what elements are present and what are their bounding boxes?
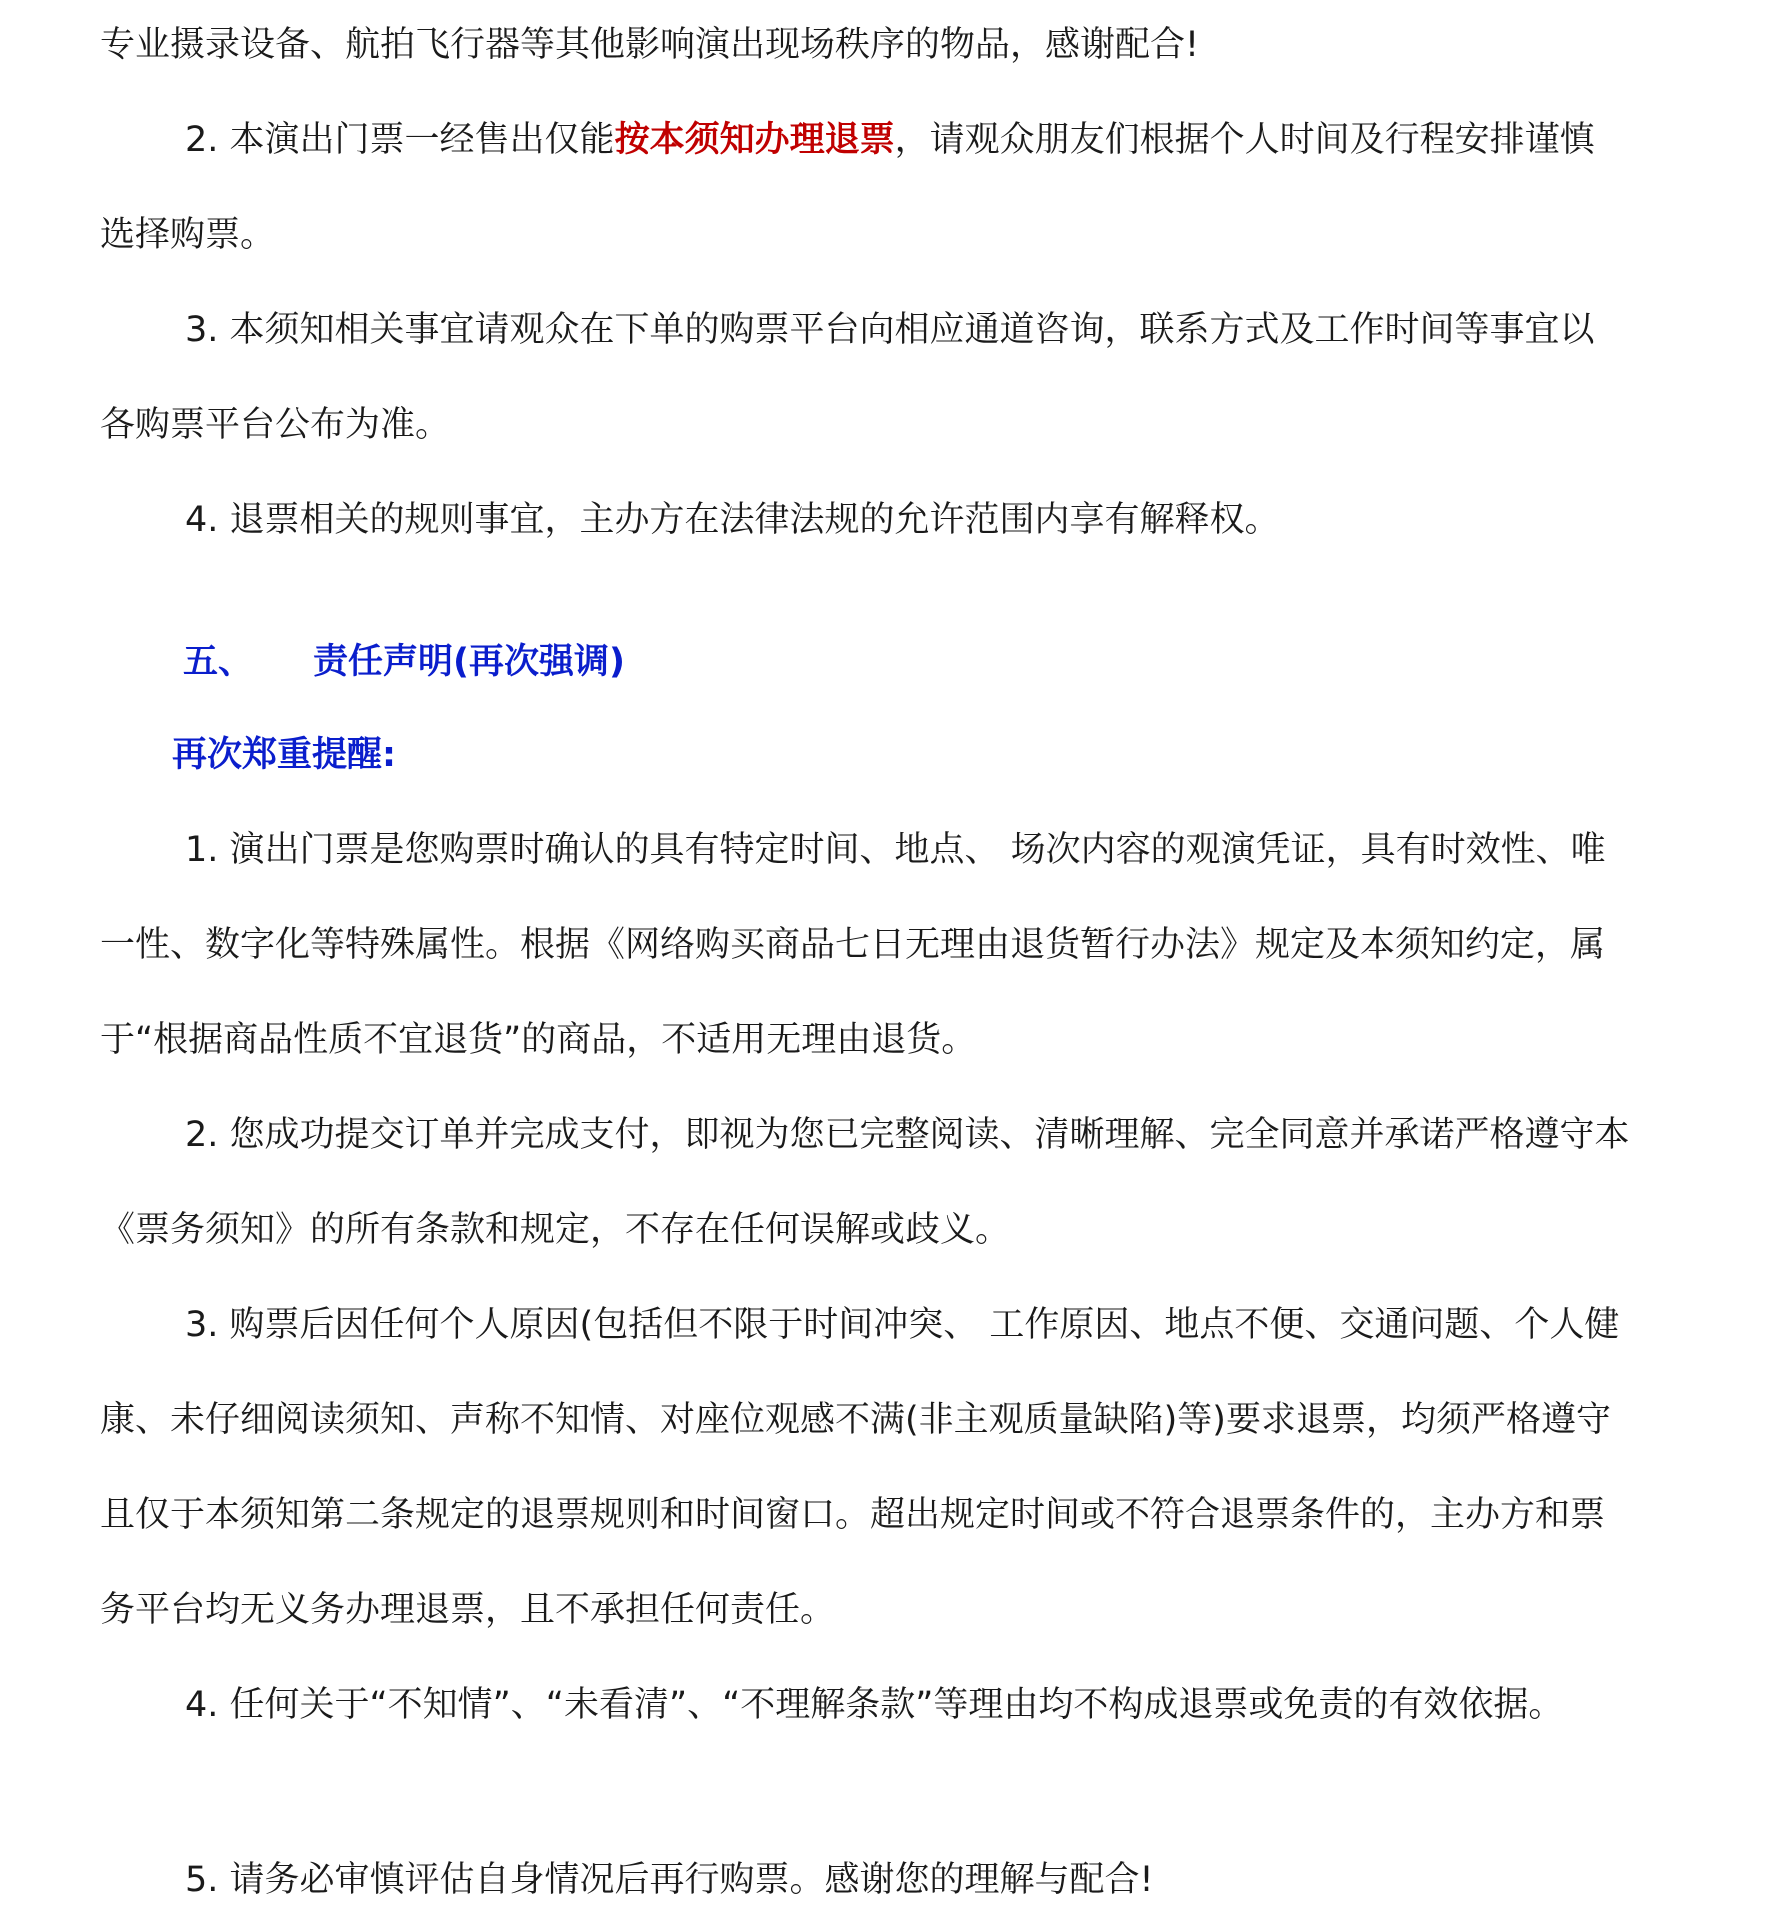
resp-item-2-line2 (100, 1205, 1010, 1255)
item-text: 购票后因任何个人原因(包括但不限于时间冲突、 工作原因、地点不便、交通问题、个人健 (229, 1305, 1620, 1345)
intro-text: 专业摄录设备、航拍飞行器等其他影响演出现场秩序的物品，感谢配合! (100, 25, 1200, 65)
resp-item-5-line1 (185, 1855, 1154, 1905)
refund-item-2-line2 (100, 210, 275, 260)
refund-item-3-line1 (185, 305, 1595, 355)
item-text: 本须知相关事宜请观众在下单的购票平台向相应通道咨询，联系方式及工作时间等事宜以 (229, 310, 1595, 350)
refund-highlight: 按本须知办理退票 (614, 120, 895, 160)
item-text: 务平台均无义务办理退票，且不承担任何责任。 (100, 1590, 836, 1630)
reminder-text: 再次郑重提醒: (172, 735, 396, 775)
item-text: 演出门票是您购票时确认的具有特定时间、地点、 场次内容的观演凭证，具有时效性、唯 (229, 830, 1606, 870)
section-heading (183, 637, 625, 687)
item-number: 3. (185, 310, 219, 350)
resp-item-3-line2 (100, 1395, 1611, 1445)
resp-item-2-line1 (185, 1110, 1630, 1160)
item-number: 1. (185, 830, 219, 870)
item-text: 且仅于本须知第二条规定的退票规则和时间窗口。超出规定时间或不符合退票条件的，主办方和票 (100, 1495, 1606, 1535)
item-text: 《票务须知》的所有条款和规定，不存在任何误解或歧义。 (100, 1210, 1011, 1250)
refund-item-4-line1 (185, 495, 1280, 545)
resp-item-3-line1 (185, 1300, 1619, 1350)
refund-item-3-line2 (100, 400, 450, 450)
item-text: 请务必审慎评估自身情况后再行购票。感谢您的理解与配合! (229, 1860, 1154, 1900)
section-number: 五、 (183, 642, 254, 682)
item-text: 康、未仔细阅读须知、声称不知情、对座位观感不满(非主观质量缺陷)等)要求退票，均须严格遵守 (100, 1400, 1611, 1440)
item-text: 一性、数字化等特殊属性。根据《网络购买商品七日无理由退货暂行办法》规定及本须知约定，属 (100, 925, 1606, 965)
item-number: 3. (185, 1305, 219, 1345)
item-number: 2. (185, 120, 219, 160)
item-text: 选择购票。 (100, 215, 276, 255)
resp-item-3-line4 (100, 1585, 835, 1635)
item-number: 5. (185, 1860, 219, 1900)
resp-item-1-line3 (100, 1015, 976, 1065)
item-text: ，请观众朋友们根据个人时间及行程安排谨慎 (894, 120, 1595, 160)
item-number: 4. (185, 1685, 219, 1725)
item-text: 本演出门票一经售出仅能 (229, 120, 615, 160)
item-text: 您成功提交订单并完成支付，即视为您已完整阅读、清晰理解、完全同意并承诺严格遵守本 (229, 1115, 1630, 1155)
item-number: 2. (185, 1115, 219, 1155)
refund-item-2-line1 (185, 115, 1595, 165)
resp-item-1-line1 (185, 825, 1606, 875)
resp-item-1-line2 (100, 920, 1605, 970)
item-text: 各购票平台公布为准。 (100, 405, 451, 445)
item-text: 于“根据商品性质不宜退货”的商品，不适用无理由退货。 (100, 1020, 977, 1060)
resp-item-4-line1 (185, 1680, 1563, 1730)
item-text: 退票相关的规则事宜，主办方在法律法规的允许范围内享有解释权。 (229, 500, 1280, 540)
resp-item-3-line3 (100, 1490, 1605, 1540)
item-text: 任何关于“不知情”、“未看清”、“不理解条款”等理由均不构成退票或免责的有效依据。 (229, 1685, 1564, 1725)
intro-line (100, 20, 1199, 70)
item-number: 4. (185, 500, 219, 540)
reminder-line (172, 730, 396, 780)
section-title: 责任声明(再次强调) (313, 642, 626, 682)
